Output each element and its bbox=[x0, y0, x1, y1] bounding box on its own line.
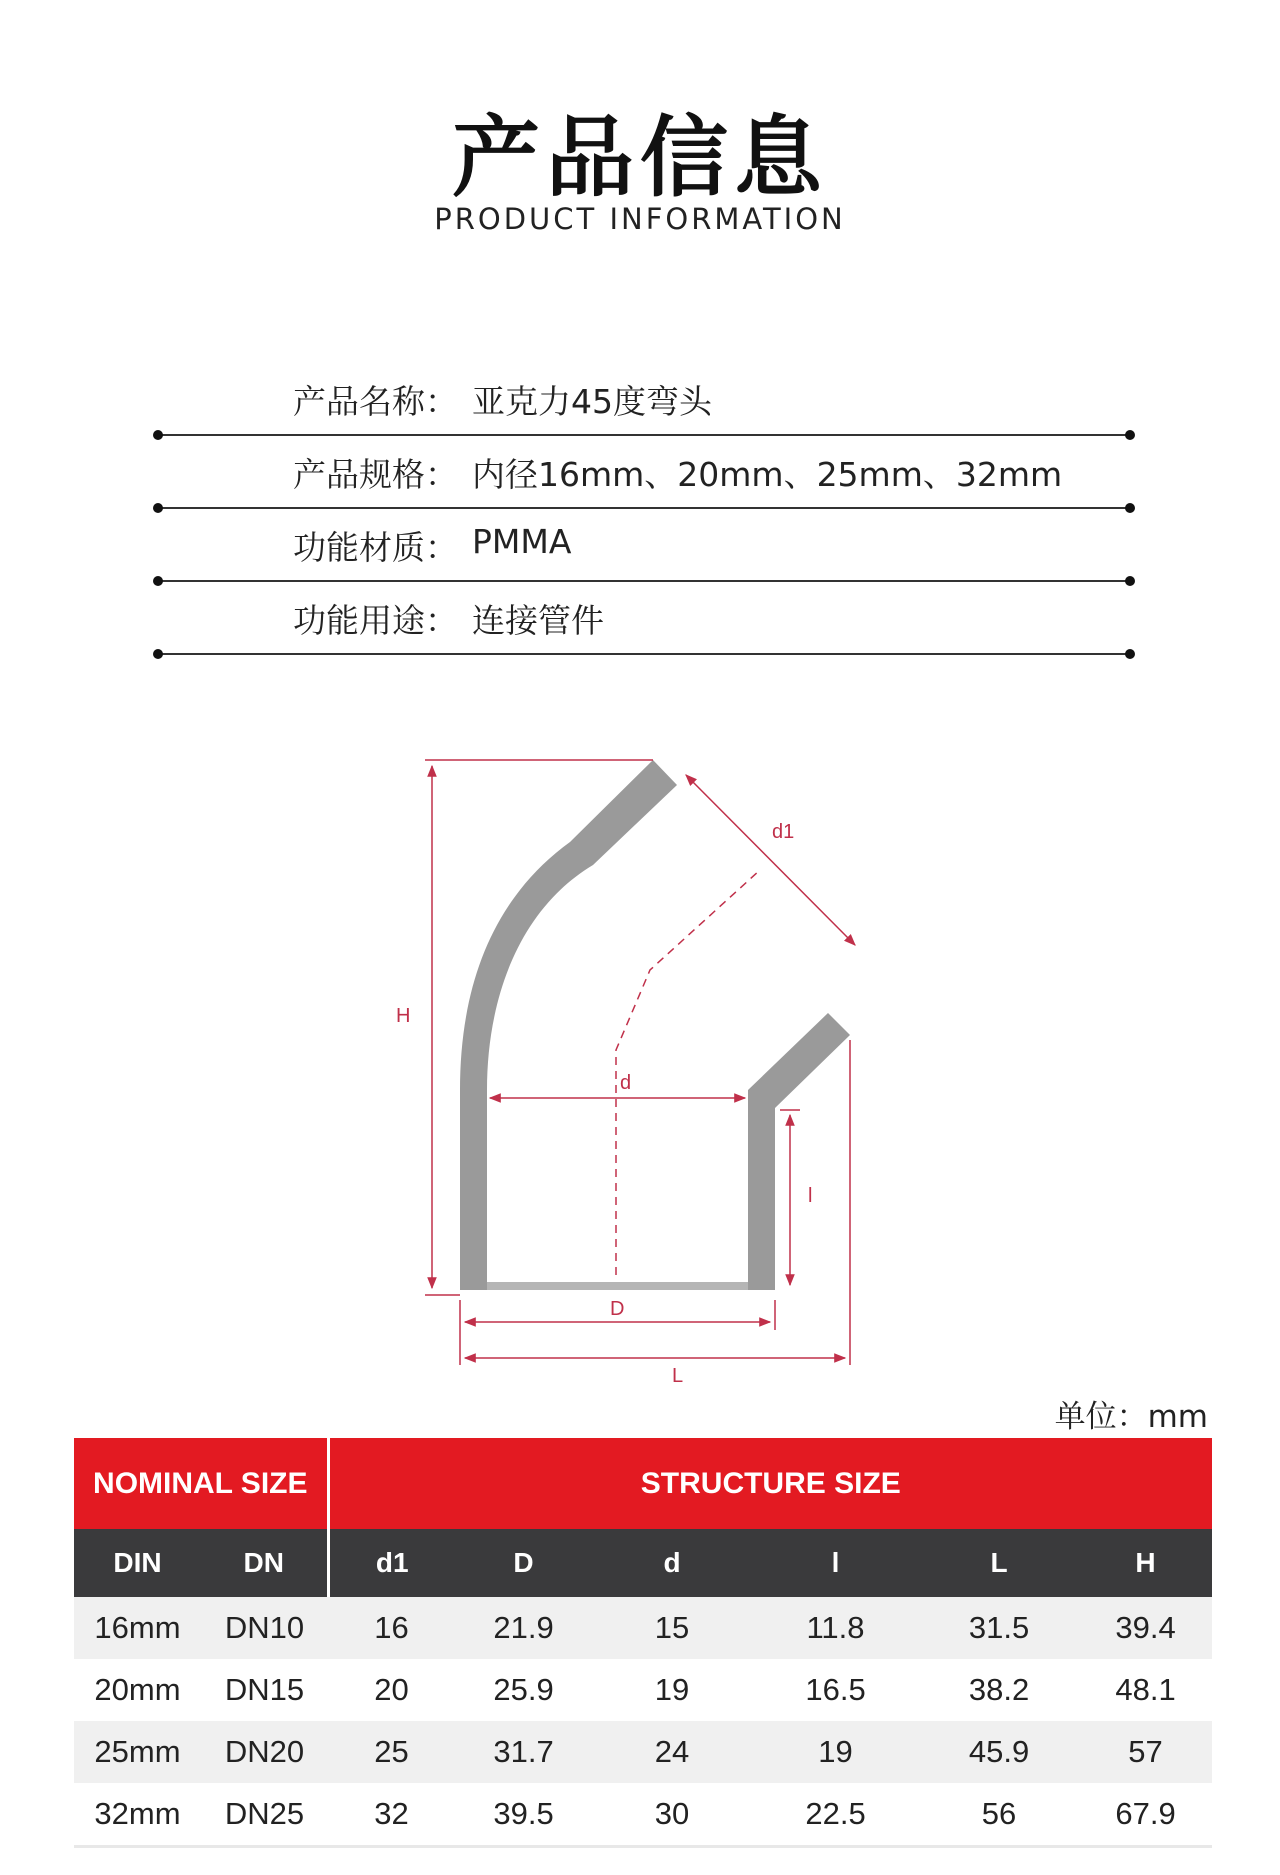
table-cell: 20 bbox=[328, 1659, 455, 1721]
table-cell: 22.5 bbox=[752, 1783, 919, 1847]
info-row-material bbox=[150, 516, 1130, 589]
label-d1: d1 bbox=[772, 821, 795, 843]
table-cell: 19 bbox=[592, 1659, 752, 1721]
table-cell: 39.5 bbox=[455, 1783, 592, 1847]
table-cell: 25.9 bbox=[455, 1659, 592, 1721]
table-row bbox=[74, 1597, 1212, 1659]
table-cell: 57 bbox=[1079, 1721, 1212, 1783]
info-value: PMMA bbox=[472, 522, 572, 561]
table-cell: 32mm bbox=[74, 1783, 201, 1847]
page-title: 产品信息 bbox=[451, 106, 828, 209]
table-cell: 11.8 bbox=[752, 1597, 919, 1659]
info-row-usage bbox=[150, 589, 1130, 662]
nominal-size-header: NOMINAL SIZE bbox=[74, 1438, 328, 1529]
column-header: L bbox=[919, 1529, 1079, 1597]
info-label: 产品名称： bbox=[293, 382, 458, 421]
table-cell: 31.5 bbox=[919, 1597, 1079, 1659]
column-header: l bbox=[752, 1529, 919, 1597]
table-cell: 25 bbox=[328, 1721, 455, 1783]
label-d: d bbox=[620, 1072, 632, 1094]
table-cell: 15 bbox=[592, 1597, 752, 1659]
table-cell: 16mm bbox=[74, 1597, 201, 1659]
table-cell: 31.7 bbox=[455, 1721, 592, 1783]
label-H: H bbox=[396, 1005, 411, 1027]
table-cell: 48.1 bbox=[1079, 1659, 1212, 1721]
table-cell: 67.9 bbox=[1079, 1783, 1212, 1847]
column-header: DIN bbox=[74, 1529, 201, 1597]
column-header: H bbox=[1079, 1529, 1212, 1597]
info-value: 内径16mm、20mm、25mm、32mm bbox=[472, 455, 1063, 494]
info-value: 连接管件 bbox=[472, 601, 604, 640]
table-cell: 16 bbox=[328, 1597, 455, 1659]
elbow-dimension-diagram bbox=[370, 730, 930, 1390]
table-cell: 39.4 bbox=[1079, 1597, 1212, 1659]
product-info-list bbox=[150, 370, 1130, 662]
column-header: D bbox=[455, 1529, 592, 1597]
info-row-spec bbox=[150, 443, 1130, 516]
divider bbox=[158, 434, 1130, 436]
table-cell: DN10 bbox=[201, 1597, 328, 1659]
table-row bbox=[74, 1721, 1212, 1783]
table-row bbox=[74, 1783, 1212, 1847]
table-cell: 21.9 bbox=[455, 1597, 592, 1659]
table-cell: 20mm bbox=[74, 1659, 201, 1721]
centre-line bbox=[616, 870, 760, 1275]
table-cell: 45.9 bbox=[919, 1721, 1079, 1783]
table-cell: 24 bbox=[592, 1721, 752, 1783]
divider bbox=[158, 653, 1130, 655]
table-cell: 56 bbox=[919, 1783, 1079, 1847]
column-header: d1 bbox=[328, 1529, 455, 1597]
info-value: 亚克力45度弯头 bbox=[472, 382, 712, 421]
table-cell: 25mm bbox=[74, 1721, 201, 1783]
column-header: DN bbox=[201, 1529, 328, 1597]
divider bbox=[158, 507, 1130, 509]
unit-note: 单位：mm bbox=[1054, 1399, 1208, 1435]
info-label: 产品规格： bbox=[293, 455, 458, 494]
divider bbox=[158, 580, 1130, 582]
table-cell: DN25 bbox=[201, 1783, 328, 1847]
table-cell: 19 bbox=[752, 1721, 919, 1783]
table-row bbox=[74, 1659, 1212, 1721]
label-D: D bbox=[610, 1298, 625, 1320]
table-cell: 32 bbox=[328, 1783, 455, 1847]
label-L: L bbox=[672, 1365, 684, 1387]
info-row-name bbox=[150, 370, 1130, 443]
info-label: 功能材质： bbox=[293, 528, 458, 567]
table-cell: DN15 bbox=[201, 1659, 328, 1721]
table-cell: 30 bbox=[592, 1783, 752, 1847]
page-subtitle: PRODUCT INFORMATION bbox=[434, 202, 846, 236]
table-cell: DN20 bbox=[201, 1721, 328, 1783]
label-l: l bbox=[808, 1185, 813, 1207]
table-cell: 16.5 bbox=[752, 1659, 919, 1721]
structure-size-header: STRUCTURE SIZE bbox=[328, 1438, 1212, 1529]
info-label: 功能用途： bbox=[293, 601, 458, 640]
spec-table bbox=[74, 1438, 1212, 1848]
table-cell: 38.2 bbox=[919, 1659, 1079, 1721]
column-header: d bbox=[592, 1529, 752, 1597]
